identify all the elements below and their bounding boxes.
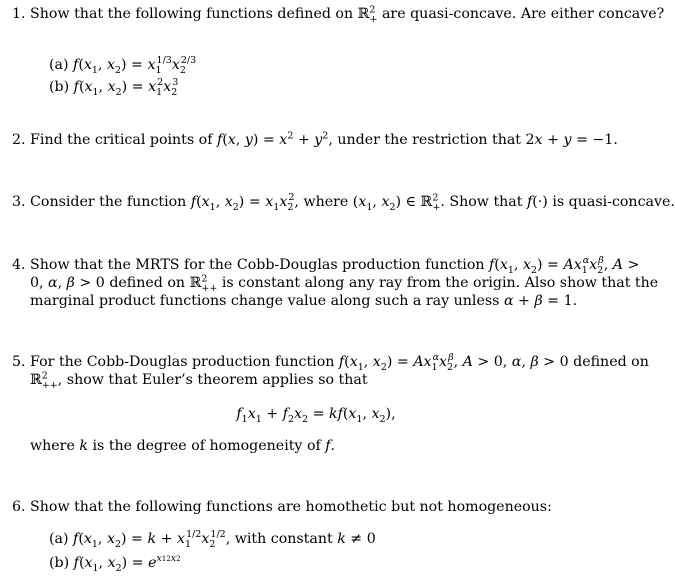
problem-1 bbox=[12, 4, 665, 25]
problem-1-part-b: (b) $f(x_1$, $x_2) = x_1^2x_2^3$ bbox=[49, 77, 179, 98]
problem-5-equation: $f_1x_1 + f_2x_2 = kf(x_1$, $x_2$), bbox=[236, 406, 396, 425]
problem-3: 3. Consider the function $f(x_1$, $x_2) = x_1x_2^2$, where ($x_1$, $x_2$) ∈ ℝ$^2_+$. Show that f(·) is quasi-concave. bbox=[12, 192, 675, 213]
problem-5: 5. For the Cobb-Douglas production function $f(x_1$, $x_2) = Ax_1^\alpha x_2^\beta$, A > 0, α, β > 0 defined on ℝ$^2_{++}$, show that Euler’s theorem applies so that bbox=[12, 352, 649, 391]
problem-4: 4. Show that the MRTS for the Cobb-Douglas production function $f(x_1$, $x_2) = Ax_1^\alpha x_2^\beta$, A > 0, α, β > 0 defined on ℝ$^2_{++}$ is constant along any ray from the origin. Also show that the marginal product functions change value along such a ray unless α + β = 1. bbox=[12, 255, 659, 309]
problem-6-part-b: (b) $f(x_1$, $x_2) = e^{x12x2}$ bbox=[49, 553, 181, 574]
problem-2: 2. Find the critical points of f(x, $y) = x^2 + y^2$, under the restriction that 2x + y = −1. bbox=[12, 130, 618, 148]
problem-6: 6. Show that the following functions are homothetic but not homogeneous: bbox=[12, 499, 552, 515]
problem-1-part-a: (a) $f(x_1$, $x_2) = x_1^{1/3}x_2^{2/3}$ bbox=[49, 55, 197, 76]
problem-1-statement: 1. Show that the following functions defined on ℝ$^2_+$ are quasi-concave. Are either concave? bbox=[12, 4, 665, 25]
problem-6-part-a: (a) $f(x_1$, $x_2) = k + x_1^{1/2}x_2^{1/2}$, with constant k ≠ 0 bbox=[49, 529, 376, 550]
problem-5-after: where k is the degree of homogeneity of f. bbox=[30, 438, 336, 454]
